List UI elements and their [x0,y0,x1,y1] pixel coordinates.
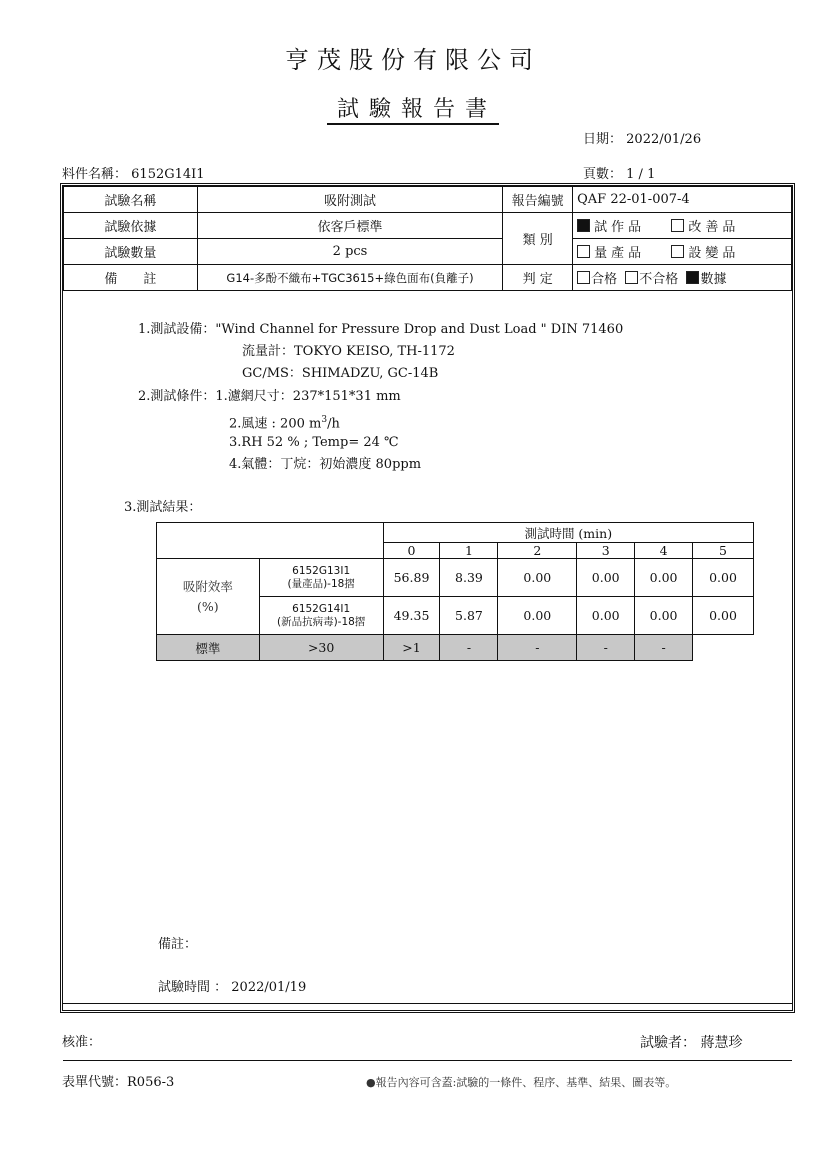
sample-name [259,597,383,635]
page-label: 頁數： [583,167,623,182]
value-cell: 49.35 [383,597,440,635]
cat-design: 設變品 [688,246,740,261]
results-corner [157,523,384,559]
test-name-label: 試驗名稱 [64,187,198,213]
checkbox-empty-icon [671,219,684,232]
equip-line-2: 流量計：TOKYO KEISO, TH-1172 [242,344,455,359]
standard-cell: - [577,635,635,661]
standard-cell: - [440,635,498,661]
value-cell: 0.00 [635,559,693,597]
approve-label: 核准： [62,1035,102,1050]
date-label: 日期： [583,132,623,147]
cat-improve: 改善品 [688,220,740,235]
value-cell: 0.00 [577,597,635,635]
time-header: 測試時間 (min) [383,523,753,543]
judge-label: 判 定 [503,265,573,291]
remark-label: 備 註 [64,265,198,291]
document-title [0,92,826,123]
company-name: 亨茂股份有限公司 [285,46,541,74]
value-cell: 0.00 [635,597,693,635]
page-value: 1 / 1 [626,167,656,182]
tester-label: 試驗者： [640,1035,696,1051]
tester-row [640,1032,742,1054]
basis-value: 依客戶標準 [197,213,502,239]
standard-cell: >30 [259,635,383,661]
table-row [157,635,754,661]
results-table [156,522,754,661]
document-title-text: 試驗報告書 [327,97,499,125]
time-cell: 2 [498,543,577,559]
time-cell: 0 [383,543,440,559]
standard-cell: - [635,635,693,661]
cond-line-4: 4.氣體：丁烷：初始濃度 80ppm [229,457,422,472]
result-heading: 3.測試結果： [124,500,202,515]
judge-pass: 合格 [591,272,618,287]
form-code-label: 表單代號： [62,1075,128,1090]
category-row-2 [573,239,792,265]
form-code-row [62,1072,174,1094]
value-cell: 0.00 [693,597,754,635]
basis-label: 試驗依據 [64,213,198,239]
standard-cell: - [498,635,577,661]
category-row-1 [573,213,792,239]
value-cell: 0.00 [693,559,754,597]
judge-fail: 不合格 [639,272,679,287]
value-cell: 56.89 [383,559,440,597]
checkbox-filled-icon [686,271,699,284]
checkbox-empty-icon [625,271,638,284]
sample-name-2: (量產品)-18摺 [287,577,355,590]
value-cell: 0.00 [498,597,577,635]
remarks-label: 備註： [158,937,198,952]
part-label: 料件名稱： [62,167,128,182]
time-cell: 5 [693,543,754,559]
page-row [583,163,655,182]
test-time-row [158,977,306,999]
qty-label: 試驗數量 [64,239,198,265]
category-label: 類 別 [503,213,573,265]
value-cell: 0.00 [498,559,577,597]
checkbox-empty-icon [577,271,590,284]
cond-line-2-pre: 2.風速 : 200 m [229,416,322,432]
report-no-label: 報告編號 [503,187,573,213]
date-row [583,128,701,147]
standard-cell: >1 [383,635,440,661]
test-time-label: 試驗時間 ： [158,980,228,995]
judge-row [573,265,792,291]
equip-line-3: GC/MS：SHIMADZU, GC-14B [242,366,439,381]
efficiency-label-1: 吸附效率 [182,578,233,594]
cond-line-1: 2.測試條件：1.濾網尺寸：237*151*31 mm [138,389,401,404]
test-name-value: 吸附測試 [197,187,502,213]
table-row [157,559,754,597]
cond-line-3: 3.RH 52 % ; Temp= 24 ℃ [229,435,399,450]
judge-data: 數據 [700,272,727,287]
time-cell: 1 [440,543,498,559]
sample-name-2: (新品抗病毒)-18摺 [276,615,366,628]
efficiency-label [157,559,260,635]
sample-name [259,559,383,597]
report-no-value: QAF 22-01-007-4 [573,187,792,213]
sample-name-1: 6152G13I1 [292,564,351,577]
value-cell: 8.39 [440,559,498,597]
info-table [63,186,792,291]
value-cell: 5.87 [440,597,498,635]
remark-value: G14-多酚不織布+TGC3615+綠色面布(負離子) [197,265,502,291]
tester-value: 蔣慧珍 [700,1035,743,1051]
standard-label: 標準 [157,635,260,661]
time-cell: 4 [635,543,693,559]
qty-value: 2 pcs [197,239,502,265]
checkbox-empty-icon [577,245,590,258]
date-value: 2022/01/26 [626,132,702,147]
cond-line-2-post: /h [327,416,340,432]
part-row [62,163,205,182]
cat-mass: 量產品 [594,246,646,261]
form-code-value: R056-3 [127,1075,175,1090]
time-cell: 3 [577,543,635,559]
sample-name-1: 6152G14I1 [292,602,351,615]
efficiency-label-2: (%) [197,598,219,614]
cond-line-2-sup: 3 [321,415,328,425]
part-value: 6152G14I1 [131,167,205,182]
cat-trial: 試作品 [594,220,646,235]
checkbox-filled-icon [577,219,590,232]
footer-divider [63,1003,792,1004]
footer-note: ●報告內容可含蓋:試驗的一條件、程序、基準、結果、圖表等。 [366,1076,677,1089]
equip-line-1: 1.測試設備："Wind Channel for Pressure Drop and Dust Load " DIN 71460 [138,322,624,337]
test-time-value: 2022/01/19 [231,980,307,995]
value-cell: 0.00 [577,559,635,597]
checkbox-empty-icon [671,245,684,258]
footer-divider [63,1060,792,1061]
